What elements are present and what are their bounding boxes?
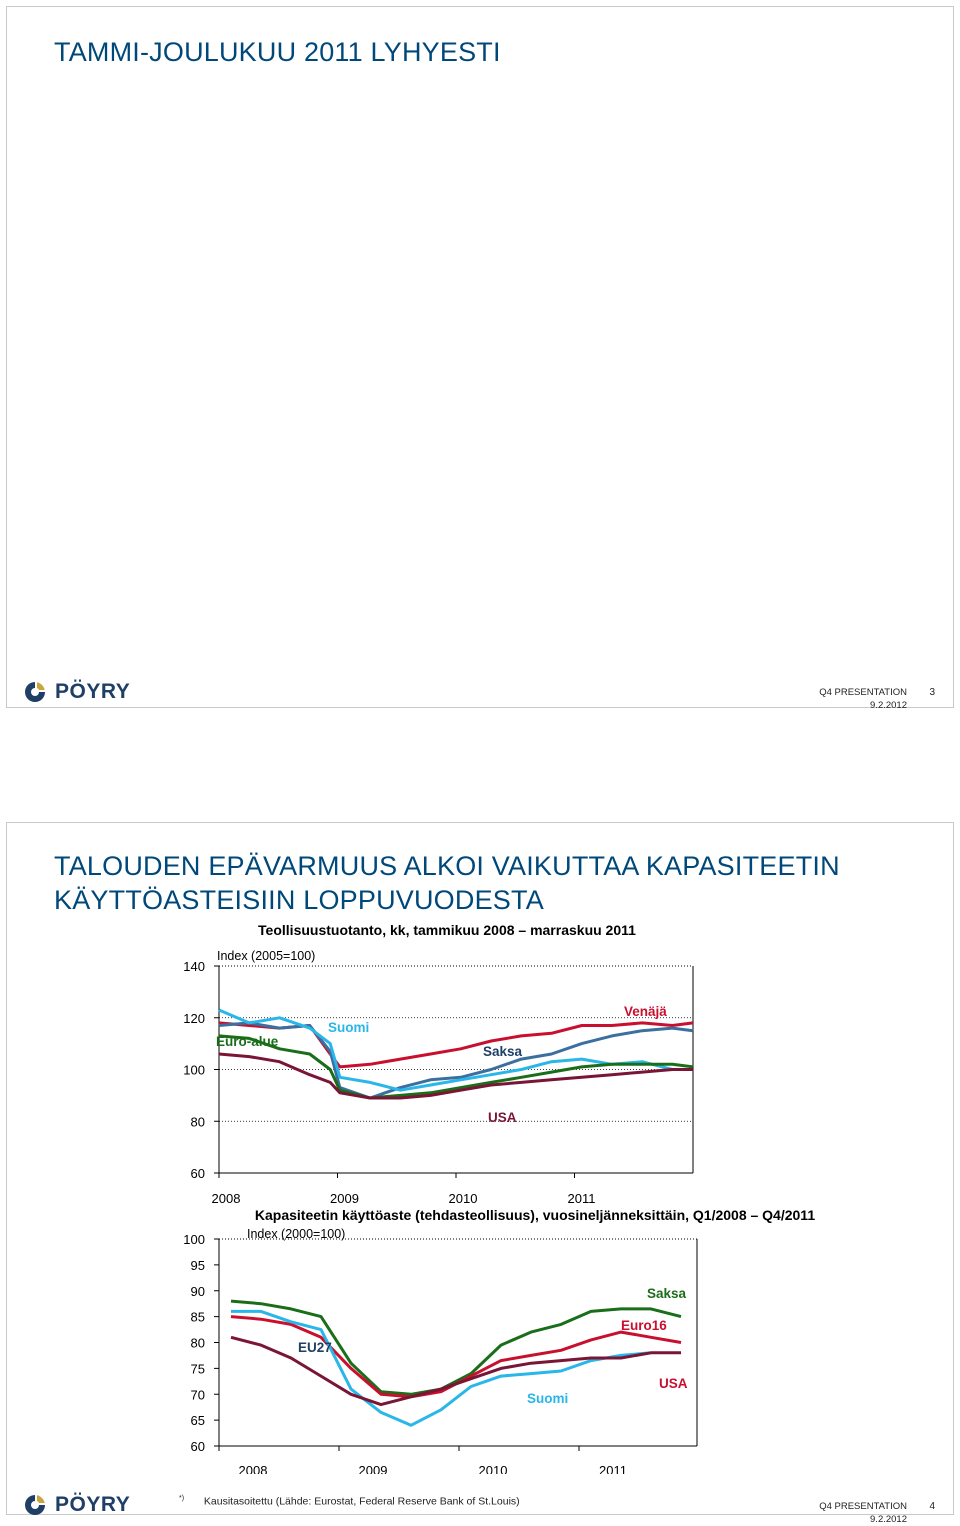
y-tick-label: 65 bbox=[190, 1413, 205, 1429]
y-axis-label: Index (2000=100) bbox=[247, 1227, 346, 1241]
chart-series bbox=[219, 1010, 693, 1098]
y-tick-label: 95 bbox=[190, 1257, 205, 1273]
footer-date: 9.2.2012 bbox=[870, 1514, 907, 1525]
footnote-text: Kausitasoitettu (Lähde: Eurostat, Federal Reserve Bank of St.Louis) bbox=[203, 1495, 520, 1508]
x-tick-label: 2009 bbox=[358, 1463, 388, 1474]
x-tick-label: 2008 bbox=[211, 1191, 241, 1206]
chart-axes bbox=[183, 1232, 697, 1474]
slide-4 bbox=[6, 822, 954, 1525]
series-label-usa: USA bbox=[488, 1110, 517, 1125]
poyry-logo bbox=[23, 1490, 130, 1520]
series-label-usa: USA bbox=[659, 1376, 688, 1391]
industrial-production-chart bbox=[7, 921, 953, 1213]
series-label-saksa: Saksa bbox=[647, 1286, 687, 1301]
chart-title: Kapasiteetin käyttöaste (tehdasteollisuus), vuosineljänneksittäin, Q1/2008 – Q4/2011 bbox=[254, 1207, 816, 1223]
x-tick-label: 2010 bbox=[478, 1463, 508, 1474]
series-line-suomi bbox=[231, 1311, 651, 1425]
slide-3 bbox=[6, 6, 954, 711]
series-label-ven-j-: Venäjä bbox=[624, 1004, 667, 1019]
series-line-ven-j- bbox=[219, 1023, 693, 1067]
page-number: 4 bbox=[929, 1501, 935, 1512]
x-tick-label: 2010 bbox=[448, 1191, 478, 1206]
y-tick-label: 90 bbox=[190, 1283, 205, 1299]
slide-title-line-1: TALOUDEN EPÄVARMUUS ALKOI VAIKUTTAA KAPASITEETIN bbox=[54, 851, 840, 881]
series-label-saksa: Saksa bbox=[483, 1044, 523, 1059]
series-labels bbox=[298, 1286, 688, 1406]
logo-wordmark: PÖYRY bbox=[55, 1493, 131, 1516]
x-tick-label: 2009 bbox=[330, 1191, 359, 1206]
y-tick-label: 80 bbox=[190, 1335, 205, 1351]
footer-label: Q4 PRESENTATION bbox=[819, 687, 907, 698]
page-number: 3 bbox=[929, 687, 935, 698]
y-tick-label: 75 bbox=[190, 1361, 205, 1377]
footnote-marker: *) bbox=[179, 1495, 185, 1502]
poyry-logo-mark bbox=[23, 680, 47, 704]
series-label-euro-alue: Euro-alue bbox=[216, 1034, 279, 1049]
chart-series bbox=[231, 1301, 681, 1425]
slide-title: TAMMI-JOULUKUU 2011 LYHYESTI bbox=[54, 37, 501, 67]
y-tick-label: 120 bbox=[183, 1010, 205, 1026]
y-tick-label: 60 bbox=[190, 1166, 205, 1181]
footnote bbox=[179, 1495, 520, 1508]
footer-meta bbox=[819, 1500, 907, 1526]
y-tick-label: 100 bbox=[183, 1232, 205, 1247]
poyry-logo bbox=[23, 677, 130, 707]
y-axis-label: Index (2005=100) bbox=[217, 949, 316, 963]
logo-wordmark: PÖYRY bbox=[55, 680, 131, 703]
y-tick-label: 100 bbox=[183, 1062, 205, 1078]
y-tick-label: 85 bbox=[190, 1309, 205, 1325]
chart-title: Teollisuustuotanto, kk, tammikuu 2008 – marraskuu 2011 bbox=[258, 922, 636, 938]
x-tick-label: 2008 bbox=[238, 1463, 268, 1474]
y-tick-label: 60 bbox=[190, 1439, 205, 1454]
footer-meta bbox=[819, 686, 907, 712]
series-line-saksa bbox=[219, 1023, 693, 1098]
series-label-eu27: EU27 bbox=[298, 1340, 332, 1355]
series-line-usa bbox=[219, 1054, 693, 1098]
series-label-suomi: Suomi bbox=[328, 1020, 370, 1035]
footer-date: 9.2.2012 bbox=[870, 700, 907, 711]
series-label-euro16: Euro16 bbox=[621, 1318, 667, 1333]
x-tick-label: 2011 bbox=[599, 1463, 627, 1474]
capacity-utilization-chart bbox=[7, 1206, 953, 1474]
footer-label: Q4 PRESENTATION bbox=[819, 1501, 907, 1512]
y-tick-label: 80 bbox=[190, 1114, 205, 1130]
poyry-logo-mark bbox=[23, 1493, 47, 1517]
series-label-suomi: Suomi bbox=[527, 1391, 569, 1406]
x-tick-label: 2011 bbox=[567, 1191, 596, 1206]
slide-title-line-2: KÄYTTÖASTEISIIN LOPPUVUODESTA bbox=[54, 885, 544, 915]
y-tick-label: 140 bbox=[183, 959, 205, 974]
y-tick-label: 70 bbox=[190, 1387, 205, 1403]
slide-title bbox=[54, 849, 840, 917]
